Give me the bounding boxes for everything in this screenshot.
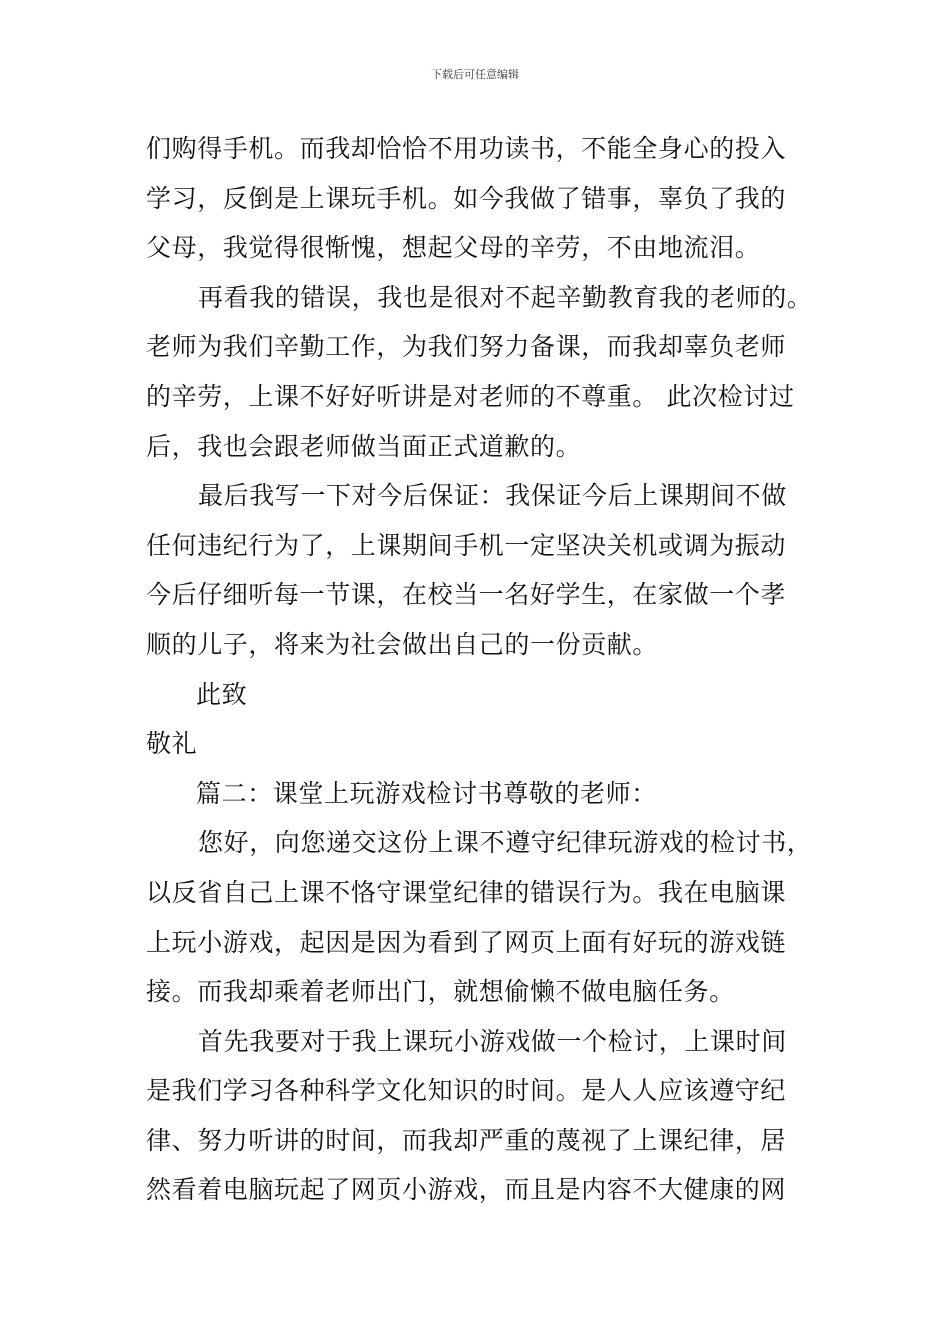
closing-salutation: 此致	[196, 679, 248, 709]
text-line: 顺的儿子，将来为社会做出自己的一份贡献。	[146, 629, 659, 659]
document-body	[146, 124, 836, 1215]
paragraph-start: 您好，向您递交这份上课不遵守纪律玩游戏的检讨书，	[198, 828, 813, 858]
paragraph-start: 首先我要对于我上课玩小游戏做一个检讨，上课时间	[198, 1026, 787, 1056]
text-line: 后，我也会跟老师做当面正式道歉的。	[146, 431, 582, 461]
text-line: 的辛劳，上课不好好听讲是对老师的不尊重。 此次检讨过	[146, 381, 795, 411]
text-line: 今后仔细听每一节课，在校当一名好学生，在家做一个孝	[146, 580, 787, 610]
text-line: 接。而我却乘着老师出门，就想偷懒不做电脑任务。	[146, 977, 735, 1007]
text-line: 上玩小游戏，起因是因为看到了网页上面有好玩的游戏链	[146, 927, 787, 957]
text-line: 然看着电脑玩起了网页小游戏，而且是内容不大健康的网	[146, 1175, 787, 1205]
text-line: 学习，反倒是上课玩手机。如今我做了错事，辜负了我的	[146, 183, 787, 213]
paragraph-start: 再看我的错误，我也是很对不起辛勤教育我的老师的。	[198, 282, 813, 312]
text-line: 任何违纪行为了，上课期间手机一定坚决关机或调为振动	[146, 530, 787, 560]
page-header: 下载后可任意编辑	[431, 68, 519, 81]
closing-regards: 敬礼	[146, 729, 198, 759]
text-line: 律、努力听讲的时间，而我却严重的蔑视了上课纪律，居	[146, 1125, 787, 1155]
section-title: 篇二：课堂上玩游戏检讨书尊敬的老师：	[196, 778, 657, 808]
text-line: 们购得手机。而我却恰恰不用功读书，不能全身心的投入	[146, 134, 787, 163]
text-line: 老师为我们辛勤工作，为我们努力备课，而我却辜负老师	[146, 332, 787, 362]
text-line: 以反省自己上课不恪守课堂纪律的错误行为。我在电脑课	[146, 877, 787, 907]
paragraph-start: 最后我写一下对今后保证：我保证今后上课期间不做	[198, 481, 787, 511]
text-line: 父母，我觉得很惭愧，想起父母的辛劳，不由地流泪。	[146, 233, 761, 263]
text-line: 是我们学习各种科学文化知识的时间。是人人应该遵守纪	[146, 1076, 787, 1106]
